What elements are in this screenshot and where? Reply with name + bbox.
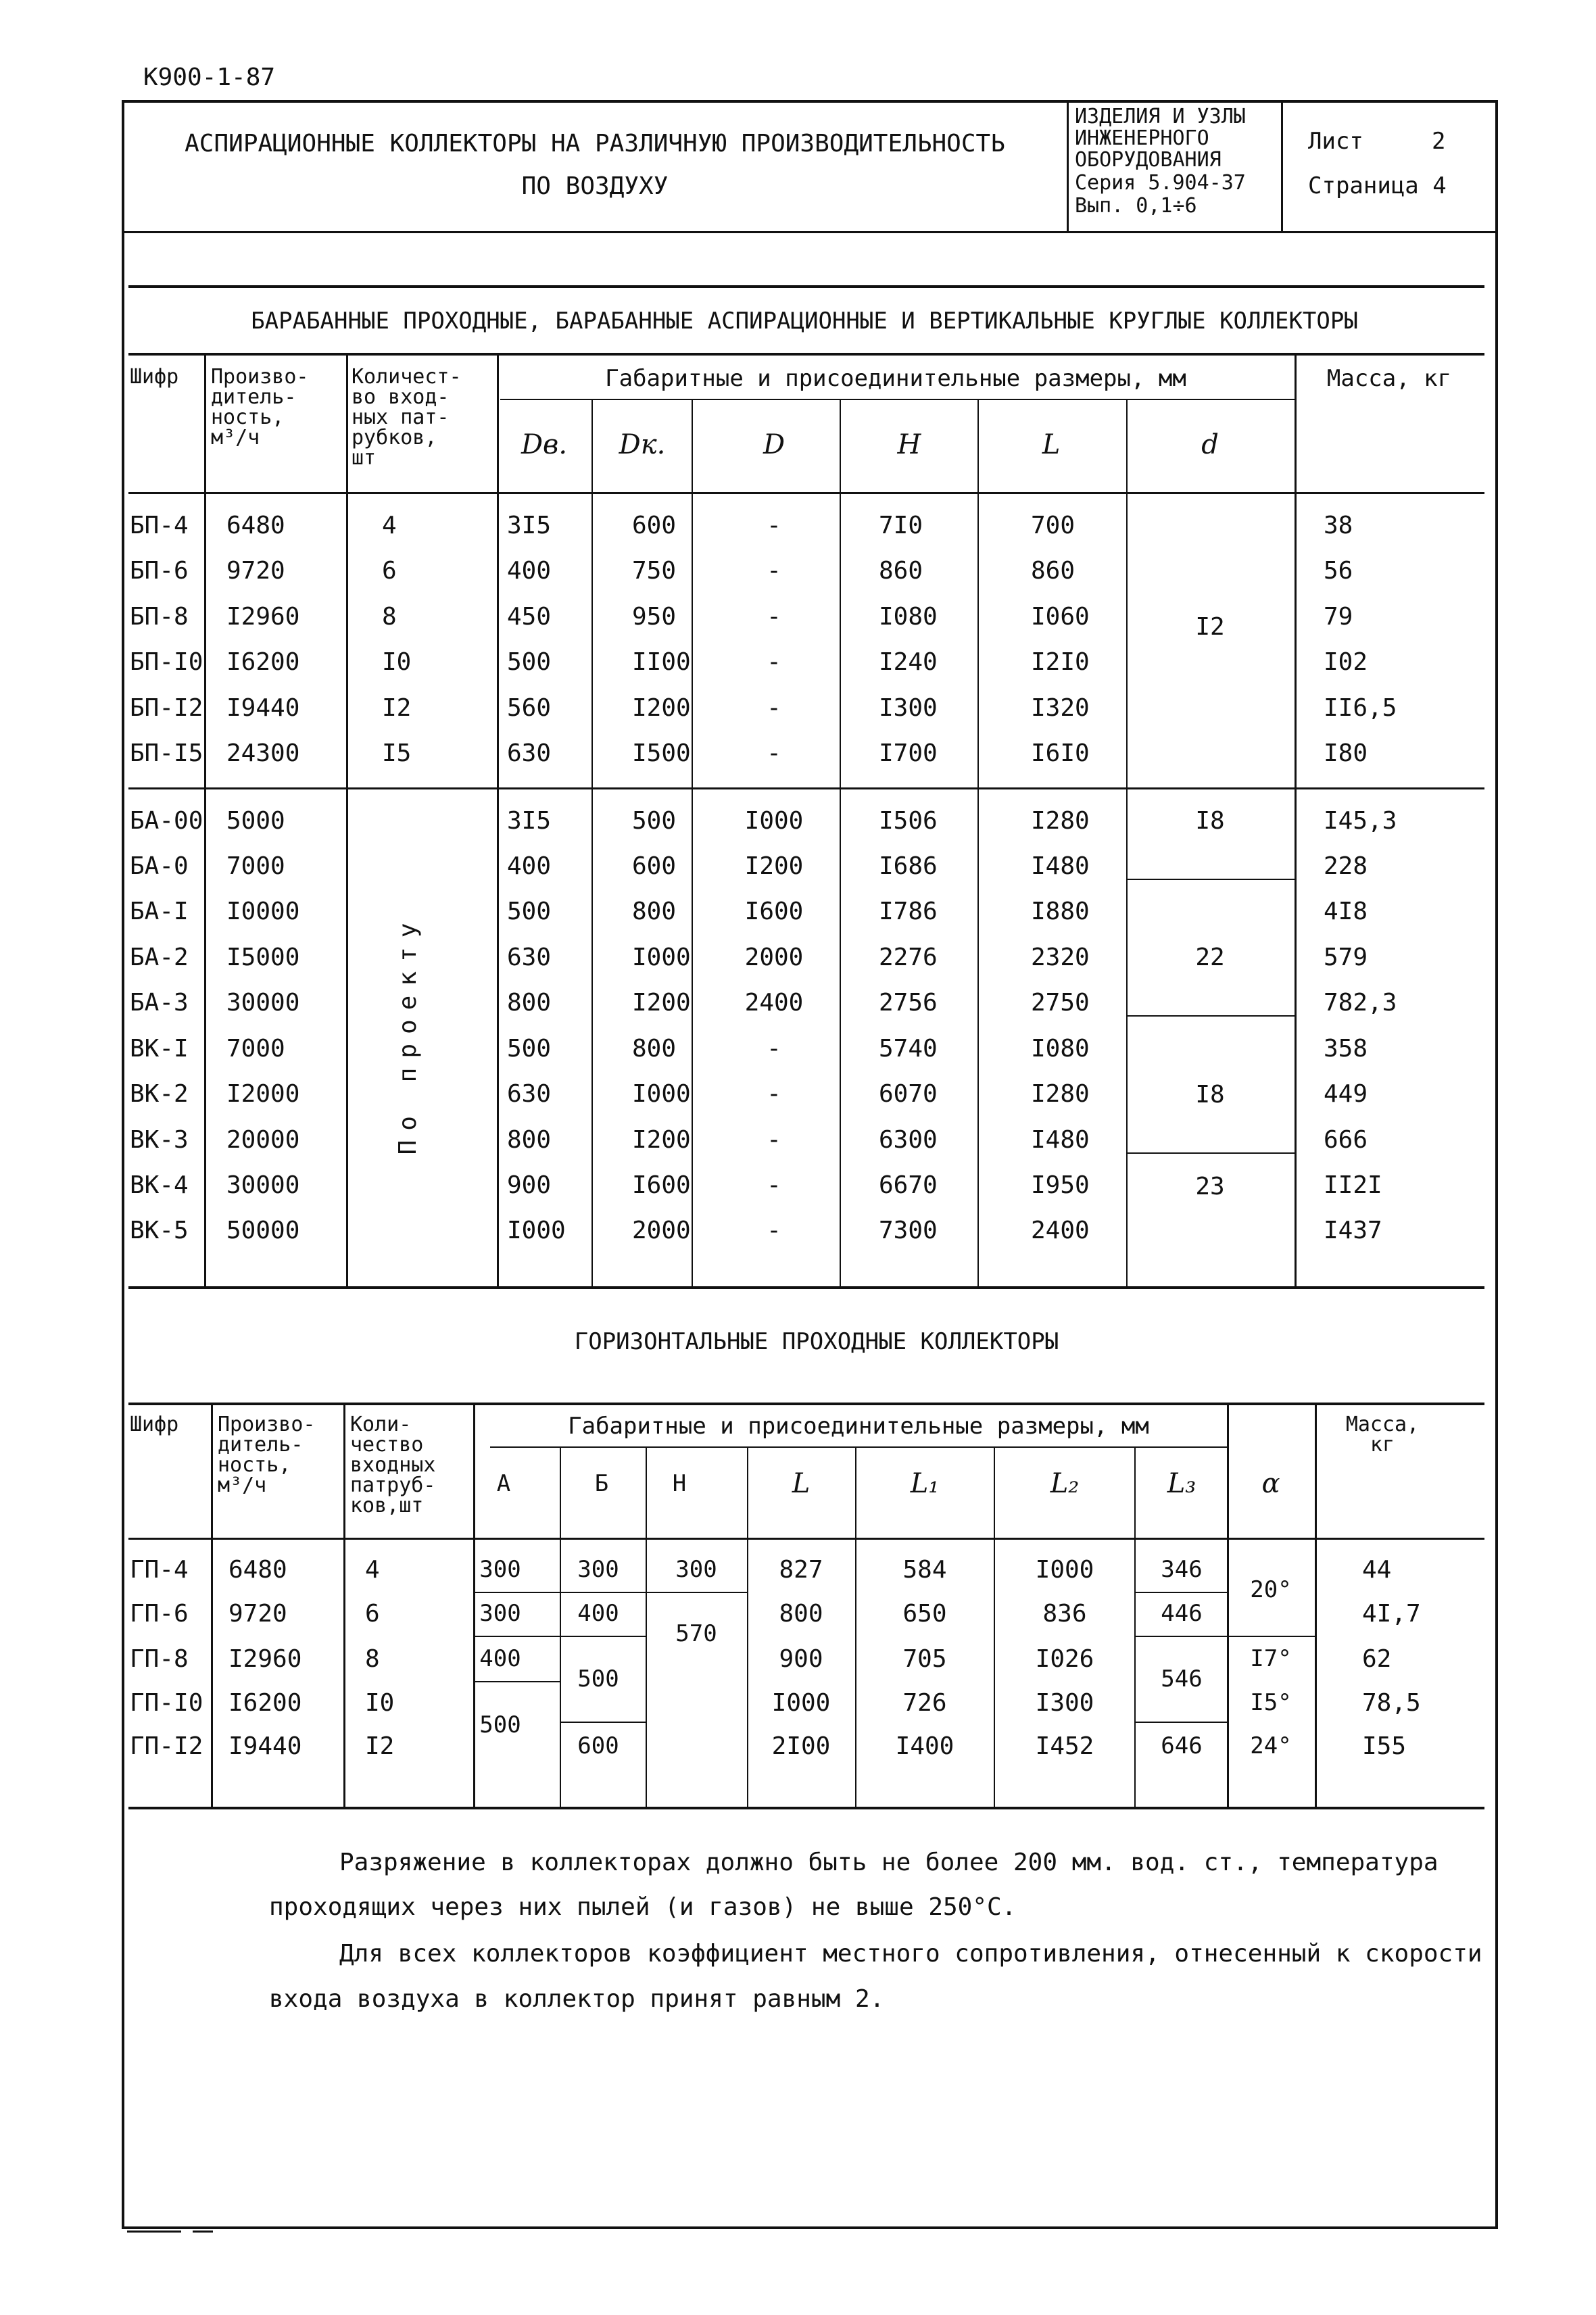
t1-cell-d: - (767, 1080, 781, 1108)
t1-cell-capacity: 20000 (226, 1126, 300, 1154)
t1-cell-mass: 4I8 (1324, 898, 1368, 925)
t1-cell-mass: I80 (1324, 739, 1368, 767)
t2-sub-h: Н (672, 1470, 687, 1497)
t1-cell-l: 860 (1031, 557, 1075, 585)
note-2-line2: входа воздуха в коллектор принят равным 2. (269, 1985, 885, 2013)
t1-cell-l: I880 (1031, 898, 1090, 925)
t2-sub-l3: L₃ (1167, 1468, 1196, 1499)
t1-group-separator (128, 787, 1484, 789)
t1-cell-capacity: I0000 (226, 898, 300, 925)
header-divider-1 (1067, 100, 1069, 232)
title-line2: ПО ВОЗДУХУ (521, 172, 669, 200)
t2-cell-mass: 78,5 (1362, 1689, 1421, 1717)
t1-cell-d: 2000 (744, 944, 804, 971)
t2-header-bottom (128, 1538, 1484, 1540)
t2-v5 (646, 1447, 647, 1808)
t2-cell-count: 6 (365, 1600, 380, 1628)
t2-alpha-3: I5° (1250, 1689, 1292, 1716)
t1-title: БАРАБАННЫЕ ПРОХОДНЫЕ, БАРАБАННЫЕ АСПИРАЦИОННЫЕ И ВЕРТИКАЛЬНЫЕ КРУГЛЫЕ КОЛЛЕКТОРЫ (251, 308, 1358, 335)
t1-cell-l: I480 (1031, 1126, 1090, 1154)
t2-b-sep2 (561, 1636, 646, 1637)
t1-cell-mass: 38 (1324, 512, 1353, 539)
t1-d-sep1 (1128, 879, 1297, 880)
t1-cell-d: - (767, 512, 781, 539)
t1-cell-h: I080 (879, 603, 938, 631)
t1-cell-count: I5 (382, 739, 412, 767)
t2-cell-code: ГП-4 (130, 1556, 189, 1584)
t1-cell-dk: 600 (632, 852, 677, 880)
t2-l3-3: 546 (1161, 1665, 1203, 1692)
t1-cell-dv: 800 (507, 989, 552, 1017)
frame-bottom (122, 2226, 1498, 2229)
t1-sub-dv: Dв. (521, 429, 568, 460)
t1-cell-code: ВК-I (130, 1035, 189, 1063)
t2-cell-l1: 650 (902, 1600, 947, 1628)
t1-cell-dk: I200 (632, 1126, 691, 1154)
t1-cell-dv: 3I5 (507, 512, 552, 539)
t2-b-sep3 (561, 1722, 646, 1723)
t1-cell-dk: 950 (632, 603, 677, 631)
t2-b-1: 300 (577, 1556, 619, 1583)
t1-cell-dk: 800 (632, 898, 677, 925)
sheet-label: Лист (1308, 128, 1363, 155)
t1-cell-code: ВК-4 (130, 1171, 189, 1199)
t2-v6 (747, 1447, 748, 1808)
t1-cell-code: БА-2 (130, 944, 189, 971)
note-1-line1: Разряжение в коллекторах должно быть не более 200 мм. вод. ст., температура (339, 1849, 1438, 1876)
t2-v9 (1134, 1447, 1136, 1808)
t1-cell-mass: 666 (1324, 1126, 1368, 1154)
t1-d-ba00: I8 (1195, 807, 1225, 835)
t1-cell-h: I506 (879, 807, 938, 835)
product-line4: Серия 5.904-37 (1075, 171, 1246, 195)
t1-h-dims: Габаритные и присоединительные размеры, мм (605, 365, 1186, 392)
t1-cell-l: I2I0 (1031, 648, 1090, 676)
t2-b-2: 400 (577, 1600, 619, 1627)
t2-v8 (994, 1447, 995, 1808)
t2-h-capacity: Произво- дитель- ность, м³/ч (218, 1413, 316, 1497)
t2-sub-l2: L₂ (1050, 1468, 1080, 1499)
t1-cell-l: I080 (1031, 1035, 1090, 1063)
t1-cell-d: 2400 (744, 989, 804, 1017)
t1-d-bp: I2 (1195, 613, 1225, 641)
t2-l3-2: 446 (1161, 1600, 1203, 1627)
t1-v7 (977, 399, 979, 1288)
note-1-line2: проходящих через них пылей (и газов) не выше 250°С. (269, 1893, 1017, 1921)
t1-cell-l: I280 (1031, 807, 1090, 835)
t2-h-code: Шифр (130, 1413, 179, 1436)
t1-cell-l: 700 (1031, 512, 1075, 539)
t1-cell-d: - (767, 603, 781, 631)
t2-sub-l: L (792, 1468, 811, 1499)
t1-cell-d: - (767, 694, 781, 722)
t1-cell-code: ВК-2 (130, 1080, 189, 1108)
t1-cell-h: 5740 (879, 1035, 938, 1063)
t2-v3 (473, 1404, 475, 1808)
t2-sub-alpha: α (1261, 1468, 1280, 1499)
t2-cell-l: 827 (779, 1556, 823, 1584)
t1-h-count: Количест- во вход- ных пат- рубков, шт (352, 365, 462, 470)
t1-cell-capacity: 50000 (226, 1217, 300, 1244)
t2-cell-count: I2 (365, 1732, 395, 1760)
header-bottom-line (124, 231, 1495, 233)
t1-cell-dv: 560 (507, 694, 552, 722)
t1-d-vk4: 23 (1195, 1173, 1225, 1200)
t1-d-vk-group: I8 (1195, 1081, 1225, 1108)
t1-cell-count: 4 (382, 512, 397, 539)
t1-cell-dk: 600 (632, 512, 677, 539)
t2-cell-code: ГП-6 (130, 1600, 189, 1628)
t1-cell-dv: 400 (507, 557, 552, 585)
t1-top-line (128, 285, 1484, 288)
t1-cell-h: 860 (879, 557, 923, 585)
t2-sub-l1: L₁ (910, 1468, 940, 1499)
t2-cell-l2: I026 (1035, 1645, 1094, 1673)
t1-cell-l: I060 (1031, 603, 1090, 631)
t1-cell-h: 6070 (879, 1080, 938, 1108)
t1-cell-d: I000 (744, 807, 804, 835)
t2-h-count: Коли- чество входных патруб- ков,шт (350, 1413, 436, 1517)
t1-cell-d: I600 (744, 898, 804, 925)
t1-sub-dd: d (1201, 429, 1219, 460)
t1-sub-h: H (897, 429, 921, 460)
t2-cell-l1: 705 (902, 1645, 947, 1673)
t2-a-sep2 (475, 1636, 560, 1637)
t1-sub-l: L (1042, 429, 1061, 460)
t1-cell-dk: 800 (632, 1035, 677, 1063)
t1-cell-capacity: I6200 (226, 648, 300, 676)
t1-cell-code: БП-I0 (130, 648, 203, 676)
t1-cell-count: I0 (382, 648, 412, 676)
t1-cell-h: I700 (879, 739, 938, 767)
t2-a-sep1 (475, 1592, 560, 1593)
t1-cell-code: БА-0 (130, 852, 189, 880)
t2-h-mass: Масса, кг (1345, 1413, 1420, 1457)
t1-cell-dv: 630 (507, 944, 552, 971)
t1-bottom-line (128, 1286, 1484, 1289)
t1-header-bottom (128, 492, 1484, 494)
t1-cell-h: 2756 (879, 989, 938, 1017)
t2-l3-1: 346 (1161, 1556, 1203, 1583)
t1-cell-l: 2750 (1031, 989, 1090, 1017)
t1-cell-mass: 56 (1324, 557, 1353, 585)
frame-top (122, 100, 1498, 103)
t1-v2 (346, 354, 348, 1288)
t1-d-ba-group: 22 (1195, 944, 1225, 971)
t2-cell-mass: 62 (1362, 1645, 1392, 1673)
frame-left (122, 100, 124, 2229)
t2-cell-l: 800 (779, 1600, 823, 1628)
t2-title: ГОРИЗОНТАЛЬНЫЕ ПРОХОДНЫЕ КОЛЛЕКТОРЫ (574, 1328, 1059, 1355)
t1-cell-l: I6I0 (1031, 739, 1090, 767)
product-line5: Вып. 0,1÷6 (1075, 194, 1197, 218)
t1-cell-mass: II6,5 (1324, 694, 1397, 722)
t1-cell-dv: 3I5 (507, 807, 552, 835)
t1-v6 (840, 399, 841, 1288)
t1-cell-code: БП-6 (130, 557, 189, 585)
t2-l3-sep2 (1136, 1636, 1227, 1637)
t2-v4 (560, 1447, 561, 1808)
t1-cell-d: - (767, 648, 781, 676)
t1-cell-capacity: I9440 (226, 694, 300, 722)
t1-cell-code: БА-3 (130, 989, 189, 1017)
t2-l3-sep1 (1136, 1592, 1227, 1593)
t1-cell-code: БП-8 (130, 603, 189, 631)
page-label: Страница 4 (1308, 172, 1447, 199)
t1-cell-dk: 2000 (632, 1217, 691, 1244)
t2-l3-sep3 (1136, 1722, 1227, 1723)
t1-cell-mass: 579 (1324, 944, 1368, 971)
t2-dims-sub-line (490, 1446, 1228, 1448)
t2-b-sep1 (561, 1592, 646, 1593)
t1-cell-dv: 500 (507, 648, 552, 676)
t1-cell-mass: 449 (1324, 1080, 1368, 1108)
t2-cell-l: I000 (771, 1689, 831, 1717)
t1-cell-h: 6670 (879, 1171, 938, 1199)
t2-h-dims: Габаритные и присоединительные размеры, мм (568, 1413, 1149, 1440)
t2-b-4: 600 (577, 1732, 619, 1759)
t1-cell-h: 7I0 (879, 512, 923, 539)
t2-cell-code: ГП-8 (130, 1645, 189, 1673)
product-line2: ИНЖЕНЕРНОГО (1075, 126, 1209, 150)
t1-cell-code: БА-I (130, 898, 189, 925)
t2-alpha-4: 24° (1250, 1732, 1292, 1759)
t1-cell-count: 6 (382, 557, 397, 585)
t1-cell-dk: 500 (632, 807, 677, 835)
t1-cell-dk: I600 (632, 1171, 691, 1199)
t1-cell-mass: II2I (1324, 1171, 1382, 1199)
t1-cell-mass: 358 (1324, 1035, 1368, 1063)
t1-cell-d: - (767, 1035, 781, 1063)
t1-cell-h: I240 (879, 648, 938, 676)
t2-sub-a: А (496, 1470, 511, 1497)
t2-bottom-line (128, 1807, 1484, 1809)
t2-v1 (211, 1404, 213, 1808)
t1-d-sep2 (1128, 1015, 1297, 1017)
t2-cell-l: 2I00 (771, 1732, 831, 1760)
t2-cell-count: 4 (365, 1556, 380, 1584)
t1-cell-dv: 450 (507, 603, 552, 631)
t1-cell-capacity: 24300 (226, 739, 300, 767)
t2-v2 (343, 1404, 345, 1808)
t1-cell-dv: 630 (507, 739, 552, 767)
product-line3: ОБОРУДОВАНИЯ (1075, 148, 1222, 172)
t1-cell-capacity: 7000 (226, 852, 285, 880)
t1-cell-d: - (767, 1126, 781, 1154)
t1-header-top (128, 353, 1484, 356)
t2-cell-capacity: I6200 (228, 1689, 302, 1717)
t1-cell-dv: 800 (507, 1126, 552, 1154)
t1-cell-l: I280 (1031, 1080, 1090, 1108)
t1-cell-dv: I000 (507, 1217, 566, 1244)
t1-cell-capacity: I2960 (226, 603, 300, 631)
t2-cell-mass: 4I,7 (1362, 1600, 1421, 1628)
t1-cell-mass: I45,3 (1324, 807, 1397, 835)
t1-cell-dk: II00 (632, 648, 691, 676)
t2-h-sep1 (647, 1592, 747, 1593)
title-line1: АСПИРАЦИОННЫЕ КОЛЛЕКТОРЫ НА РАЗЛИЧНУЮ ПРОИЗВОДИТЕЛЬНОСТЬ (185, 130, 1005, 157)
t2-cell-l2: I452 (1035, 1732, 1094, 1760)
t1-by-project: По проекту (394, 913, 422, 1155)
t1-h-code: Шифр (130, 365, 179, 389)
t1-cell-dv: 630 (507, 1080, 552, 1108)
t2-cell-count: I0 (365, 1689, 395, 1717)
t1-cell-dk: I200 (632, 989, 691, 1017)
t1-cell-d: - (767, 739, 781, 767)
t2-cell-count: 8 (365, 1645, 380, 1673)
t2-cell-l1: 726 (902, 1689, 947, 1717)
t1-cell-mass: 782,3 (1324, 989, 1397, 1017)
t1-cell-l: 2320 (1031, 944, 1090, 971)
doc-code: К900-1-87 (143, 64, 276, 91)
t1-cell-dk: 750 (632, 557, 677, 585)
t2-header-top (128, 1403, 1484, 1405)
bottom-stroke-2 (193, 2231, 213, 2233)
t1-cell-dv: 400 (507, 852, 552, 880)
t1-cell-mass: 228 (1324, 852, 1368, 880)
t1-cell-d: - (767, 1217, 781, 1244)
t1-cell-mass: I437 (1324, 1217, 1382, 1244)
t1-v3 (497, 354, 499, 1288)
t2-h-1: 300 (675, 1556, 717, 1583)
t1-cell-dk: I000 (632, 944, 691, 971)
t2-cell-l1: I400 (895, 1732, 954, 1760)
t2-v10 (1227, 1404, 1229, 1808)
header-divider-2 (1281, 100, 1283, 232)
t1-cell-dv: 500 (507, 898, 552, 925)
t1-cell-count: I2 (382, 694, 412, 722)
t1-v4 (591, 399, 593, 1288)
t1-cell-code: БП-4 (130, 512, 189, 539)
t2-a-3: 400 (479, 1645, 521, 1672)
t2-cell-l1: 584 (902, 1556, 947, 1584)
t1-cell-mass: I02 (1324, 648, 1368, 676)
t2-a-sep3 (475, 1681, 560, 1682)
t2-cell-mass: 44 (1362, 1556, 1392, 1584)
t1-cell-code: ВК-5 (130, 1217, 189, 1244)
t1-v9 (1295, 354, 1297, 1288)
product-line1: ИЗДЕЛИЯ И УЗЛЫ (1075, 105, 1246, 128)
t1-cell-h: I786 (879, 898, 938, 925)
t1-cell-d: - (767, 557, 781, 585)
sheet-value: 2 (1432, 128, 1446, 155)
t2-a-2: 300 (479, 1600, 521, 1627)
t1-cell-capacity: I5000 (226, 944, 300, 971)
t1-cell-code: БП-I2 (130, 694, 203, 722)
t1-cell-capacity: I2000 (226, 1080, 300, 1108)
t1-sub-d: D (763, 429, 785, 460)
t2-l3-4: 646 (1161, 1732, 1203, 1759)
t2-cell-code: ГП-I0 (130, 1689, 203, 1717)
t1-d-sep3 (1128, 1152, 1297, 1154)
t1-cell-h: 2276 (879, 944, 938, 971)
t2-cell-l2: I000 (1035, 1556, 1094, 1584)
t2-sub-b: Б (594, 1470, 609, 1497)
t1-sub-dk: Dк. (619, 429, 666, 460)
t1-cell-h: I300 (879, 694, 938, 722)
note-2-line1: Для всех коллекторов коэффициент местного сопротивления, отнесенный к скорости (339, 1940, 1482, 1968)
t1-cell-h: I686 (879, 852, 938, 880)
t1-dims-sub-line (500, 399, 1297, 400)
t2-alpha-2: I7° (1250, 1645, 1292, 1672)
t1-cell-capacity: 30000 (226, 989, 300, 1017)
t2-cell-l: 900 (779, 1645, 823, 1673)
t1-cell-dv: 900 (507, 1171, 552, 1199)
t1-cell-capacity: 9720 (226, 557, 285, 585)
t2-cell-capacity: I2960 (228, 1645, 302, 1673)
t2-h-2: 570 (675, 1620, 717, 1647)
t2-v11 (1315, 1404, 1317, 1808)
frame-right (1495, 100, 1498, 2229)
t1-cell-code: ВК-3 (130, 1126, 189, 1154)
t1-cell-d: I200 (744, 852, 804, 880)
t2-cell-capacity: I9440 (228, 1732, 302, 1760)
t1-v5 (692, 399, 693, 1288)
t1-h-mass: Масса, кг (1326, 365, 1452, 392)
t1-cell-code: БП-I5 (130, 739, 203, 767)
t1-cell-dk: I200 (632, 694, 691, 722)
t2-cell-capacity: 9720 (228, 1600, 287, 1628)
t2-b-3: 500 (577, 1665, 619, 1692)
t1-cell-l: 2400 (1031, 1217, 1090, 1244)
t2-cell-l2: I300 (1035, 1689, 1094, 1717)
t1-h-capacity: Произво- дитель- ность, м³/ч (211, 365, 309, 449)
t1-cell-capacity: 5000 (226, 807, 285, 835)
t2-cell-code: ГП-I2 (130, 1732, 203, 1760)
t1-cell-l: I320 (1031, 694, 1090, 722)
t2-alpha-1: 20° (1250, 1576, 1292, 1603)
t2-cell-mass: I55 (1362, 1732, 1407, 1760)
t1-cell-capacity: 30000 (226, 1171, 300, 1199)
t1-cell-dk: I500 (632, 739, 691, 767)
t1-cell-count: 8 (382, 603, 397, 631)
t2-v7 (855, 1447, 856, 1808)
t1-cell-l: I950 (1031, 1171, 1090, 1199)
t1-cell-dk: I000 (632, 1080, 691, 1108)
t1-cell-h: 6300 (879, 1126, 938, 1154)
t1-cell-l: I480 (1031, 852, 1090, 880)
t1-cell-h: 7300 (879, 1217, 938, 1244)
t1-cell-d: - (767, 1171, 781, 1199)
t1-v1 (204, 354, 206, 1288)
t2-a-1: 300 (479, 1556, 521, 1583)
t2-a-4: 500 (479, 1711, 521, 1738)
t1-v8 (1126, 399, 1128, 1288)
t2-cell-capacity: 6480 (228, 1556, 287, 1584)
t2-alpha-sep1 (1228, 1636, 1315, 1637)
t2-cell-l2: 836 (1042, 1600, 1087, 1628)
bottom-stroke-1 (127, 2231, 181, 2233)
t1-cell-code: БА-00 (130, 807, 203, 835)
t1-cell-capacity: 7000 (226, 1035, 285, 1063)
t1-cell-mass: 79 (1324, 603, 1353, 631)
t1-cell-capacity: 6480 (226, 512, 285, 539)
t1-cell-dv: 500 (507, 1035, 552, 1063)
